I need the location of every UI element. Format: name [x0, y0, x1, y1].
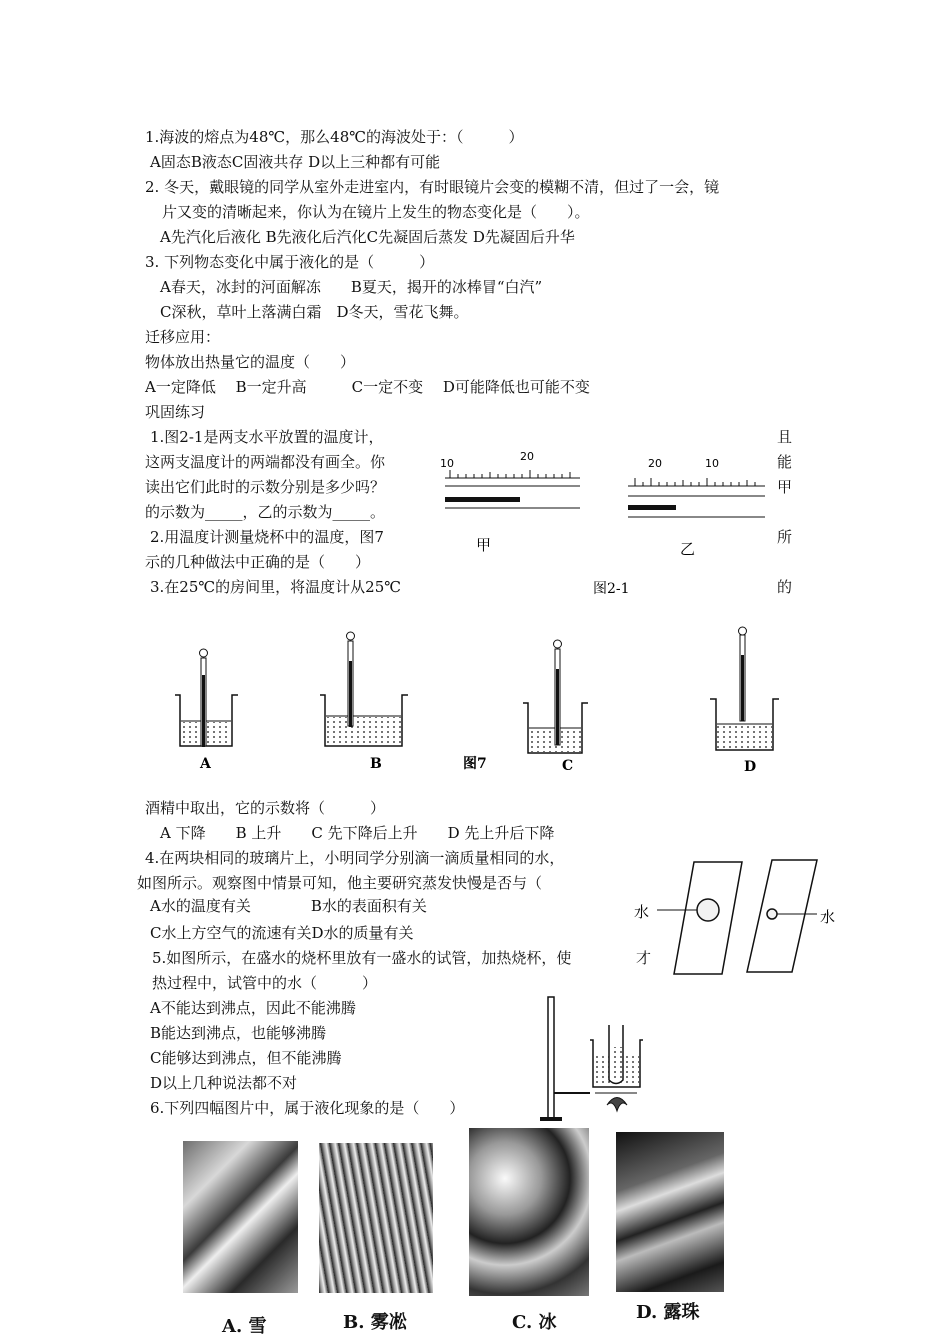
p4-opt1: A水的温度有关 B水的表面积有关 [150, 897, 427, 915]
p3-line1-right: 的 [777, 578, 793, 596]
q2-stem-2: 片又变的清晰起来，你认为在镜片上发生的物态变化是（ ）。 [162, 203, 590, 221]
p4-opt2: C水上方空气的流速有关D水的质量有关 [150, 924, 414, 942]
p4-line1: 4.在两块相同的玻璃片上，小明同学分别滴一滴质量相同的水， [145, 849, 565, 867]
jia-label: 甲 [476, 536, 492, 554]
p3-line2: 酒精中取出，它的示数将（ ） [145, 799, 386, 817]
beaker-c [523, 640, 588, 774]
figure-7-caption: 图7 [463, 756, 487, 772]
beaker-d-label: D [744, 759, 757, 775]
p5-line2: 热过程中，试管中的水（ ） [152, 974, 378, 992]
water-label-right: 水 [820, 908, 836, 926]
q2-stem-1: 2. 冬天，戴眼镜的同学从室外走进室内，有时眼镜片会变的模糊不清，但过了一会，镜 [145, 178, 720, 196]
beaker-a-label: A [200, 756, 211, 772]
figure-2-1 [440, 450, 780, 600]
p1-line2: 这两支温度计的两端都没有画全。你 [145, 453, 386, 471]
p6-line1: 6.下列四幅图片中，属于液化现象的是（ ） [150, 1099, 465, 1117]
p1-line3-right: 甲 [777, 478, 793, 496]
transfer-heading: 迁移应用： [145, 328, 221, 346]
yi-tick-10: 10 [705, 457, 719, 470]
photo-label-a: A. 雪 [222, 1316, 267, 1337]
water-label-left: 水 [634, 903, 650, 921]
p1-line1: 1.图2-1是两支水平放置的温度计， [150, 428, 384, 446]
p1-line2-right: 能 [777, 453, 793, 471]
boiling-apparatus-figure [535, 995, 655, 1123]
figure-2-1-caption: 图2-1 [593, 581, 630, 597]
p2-line2: 示的几种做法中正确的是（ ） [145, 553, 371, 571]
q1-stem: 1.海波的熔点为48℃，那么48℃的海波处于：（ ） [145, 128, 524, 146]
photo-label-d: D. 露珠 [636, 1302, 700, 1323]
thermometer-jia [440, 450, 580, 554]
photo-rime [319, 1143, 433, 1293]
p5-line1: 5.如图所示，在盛水的烧杯里放有一盛水的试管，加热烧杯，使 [152, 949, 572, 967]
jia-tick-10: 10 [440, 457, 454, 470]
figure-7 [170, 625, 780, 780]
p2-line1: 2.用温度计测量烧杯中的温度，图7 [150, 528, 384, 546]
photo-ice [469, 1128, 589, 1296]
photo-dew [616, 1132, 724, 1292]
p5-option-b: B能达到沸点，也能够沸腾 [150, 1024, 327, 1042]
q2-options: A先汽化后液化 B先液化后汽化C先凝固后蒸发 D先凝固后升华 [160, 228, 575, 246]
p1-line4: 的示数为_____，乙的示数为_____。 [145, 503, 386, 521]
beaker-b-label: B [370, 756, 382, 772]
p5-option-a: A不能达到沸点，因此不能沸腾 [150, 999, 356, 1017]
beaker-a [175, 649, 238, 772]
yi-label: 乙 [680, 540, 696, 558]
beaker-d [710, 627, 779, 775]
q3-options-2: C深秋，草叶上落满白霜 D冬天，雪花飞舞。 [160, 303, 469, 321]
jia-tick-20: 20 [520, 450, 534, 463]
q3-stem: 3. 下列物态变化中属于液化的是（ ） [145, 253, 435, 271]
p3-line1: 3.在25℃的房间里，将温度计从25℃ [150, 578, 402, 596]
p3-options: A 下降 B 上升 C 先下降后上升 D 先上升后下降 [160, 824, 555, 842]
thermometer-yi [628, 457, 765, 558]
photo-snow [183, 1141, 298, 1293]
glass-slides-figure [632, 852, 842, 977]
p4-line2: 如图所示。观察图中情景可知，他主要研究蒸发快慢是否与（ [137, 874, 543, 892]
p1-line3: 读出它们此时的示数分别是多少吗？ [145, 478, 386, 496]
practice-heading: 巩固练习 [145, 403, 206, 421]
photo-label-c: C. 冰 [512, 1312, 557, 1333]
transfer-options: A一定降低 B一定升高 C一定不变 D可能降低也可能不变 [145, 378, 590, 396]
photo-label-b: B. 雾凇 [343, 1312, 407, 1333]
transfer-stem: 物体放出热量它的温度（ ） [145, 353, 356, 371]
q1-options: A固态B液态C固液共存 D以上三种都有可能 [150, 153, 441, 171]
yi-tick-20: 20 [648, 457, 662, 470]
beaker-c-label: C [562, 758, 574, 774]
p2-line1-right: 所 [777, 528, 793, 546]
q3-options-1: A春天，冰封的河面解冻 B夏天，揭开的冰棒冒“白汽” [160, 278, 543, 296]
p1-line1-right: 且 [777, 428, 793, 446]
beaker-b [320, 632, 408, 772]
p5-option-d: D以上几种说法都不对 [150, 1074, 298, 1092]
p5-line1-cut: 才 [636, 949, 652, 967]
p5-option-c: C能够达到沸点，但不能沸腾 [150, 1049, 342, 1067]
